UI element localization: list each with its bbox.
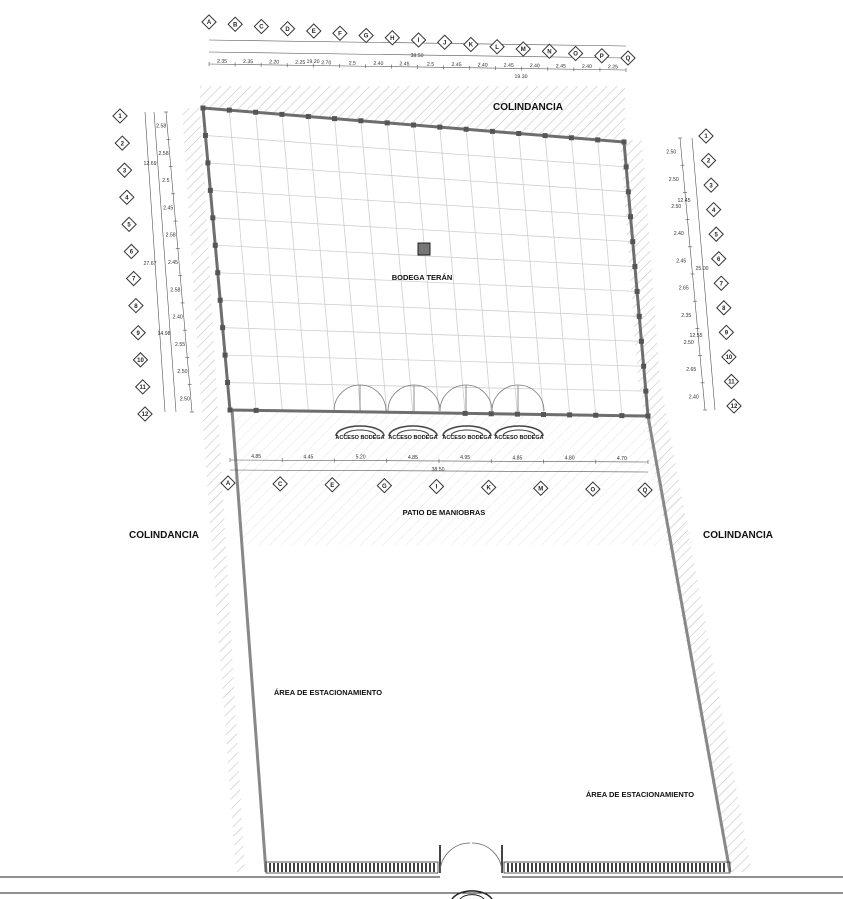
- axis-bubble-label: F: [338, 31, 342, 38]
- door-swing-arc: [360, 385, 386, 411]
- bottom-bay-dimension: 4.95: [460, 455, 471, 462]
- column-marker: [515, 412, 520, 417]
- grid-line-vertical: [335, 119, 361, 412]
- door-swing-arc: [466, 385, 492, 411]
- top-bay-dimension: 2.45: [555, 63, 566, 70]
- axis-bubble-label: 5: [127, 222, 131, 229]
- column-marker: [332, 116, 337, 121]
- top-bay-dimension: 2.5: [348, 60, 357, 67]
- top-half-dimension: 19.20: [306, 58, 320, 66]
- axis-bubble-label: 11: [728, 379, 735, 386]
- right-half-dimension: 12.45: [677, 198, 691, 204]
- axis-bubble-label: C: [277, 482, 283, 489]
- parking-area-label-1: ÁREA DE ESTACIONAMIENTO: [273, 688, 383, 697]
- column-marker: [358, 118, 363, 123]
- top-axis-marker: [621, 51, 635, 65]
- column-marker: [624, 164, 629, 169]
- axis-bubble-label: 12: [730, 404, 738, 411]
- column-marker: [205, 160, 210, 165]
- top-bay-dimension: 2.35: [243, 58, 254, 66]
- column-marker: [567, 412, 572, 417]
- top-axis-marker: [464, 37, 478, 51]
- axis-bubble-label: 10: [725, 355, 733, 362]
- left-half-dimension: 14.98: [157, 331, 171, 337]
- top-half-dimension: 19.30: [514, 73, 528, 81]
- access-label: ACCESO BODEGA: [388, 435, 438, 441]
- central-column-symbol: [418, 243, 430, 255]
- axis-bubble-label: G: [363, 33, 369, 40]
- top-bay-dimension: 2.20: [269, 59, 280, 66]
- column-marker: [637, 314, 642, 319]
- top-axis-marker: [411, 33, 425, 47]
- column-marker: [489, 411, 494, 416]
- column-marker: [630, 239, 635, 244]
- patio-label: PATIO DE MANIOBRAS: [402, 508, 486, 517]
- right-total-dimension: 25.00: [695, 266, 709, 272]
- grid-line-vertical: [466, 129, 491, 414]
- left-axis-marker: [120, 190, 134, 204]
- right-axis-marker: [714, 276, 728, 290]
- right-axis-marker: [717, 301, 731, 315]
- column-marker: [411, 123, 416, 128]
- right-axis-marker: [722, 350, 736, 364]
- top-bay-dimension: 2.45: [399, 61, 410, 68]
- grid-line-vertical: [256, 112, 283, 411]
- grid-line-horizontal: [205, 135, 626, 166]
- perimeter-fence: [266, 862, 730, 873]
- bottom-bay-dimension: 4.85: [512, 455, 523, 462]
- left-half-dimension: 12.69: [143, 161, 157, 167]
- column-marker: [543, 133, 548, 138]
- left-bay-dimension: 2.50: [179, 396, 190, 403]
- axis-bubble-label: 10: [137, 358, 144, 365]
- axis-bubble-label: Q: [625, 56, 631, 63]
- column-marker: [569, 135, 574, 140]
- column-marker: [228, 408, 233, 413]
- left-bay-dimension: 2.45: [163, 205, 174, 212]
- right-axis-marker: [707, 203, 721, 217]
- axis-bubble-label: 2: [120, 141, 124, 148]
- column-marker: [213, 243, 218, 248]
- bottom-axis-marker: [221, 476, 235, 490]
- top-axis-marker: [280, 22, 294, 36]
- axis-bubble-label: E: [330, 482, 335, 489]
- grid-line-horizontal: [220, 300, 639, 316]
- top-axis-marker: [307, 24, 321, 38]
- parking-area-label-2: ÁREA DE ESTACIONAMIENTO: [585, 790, 695, 799]
- left-bay-dimension: 2.58: [156, 123, 167, 130]
- axis-bubble-label: 5: [714, 232, 718, 239]
- axis-bubble-label: 3: [709, 183, 713, 190]
- door-swing-arc: [388, 385, 414, 411]
- top-bay-dimension: 2.35: [216, 58, 228, 65]
- left-bay-dimension: 2.55: [175, 341, 186, 348]
- axis-bubble-label: 3: [122, 168, 127, 175]
- column-marker: [516, 131, 521, 136]
- top-axis-marker: [595, 49, 609, 63]
- column-marker: [626, 189, 631, 194]
- left-axis-marker: [127, 271, 141, 285]
- column-marker: [218, 298, 223, 303]
- left-bay-dimension: 2.5: [162, 178, 170, 185]
- bottom-bay-dimension: 4.45: [303, 454, 314, 461]
- axis-bubble-label: P: [599, 53, 604, 60]
- column-marker: [203, 133, 208, 138]
- top-axis-marker: [333, 26, 347, 40]
- column-marker: [635, 289, 640, 294]
- right-axis-marker: [699, 129, 713, 143]
- axis-bubble-label: 6: [717, 256, 721, 263]
- bottom-bay-dimension: 5.20: [355, 454, 366, 461]
- axis-bubble-label: 6: [129, 249, 134, 256]
- access-label: ACCESO BODEGA: [494, 435, 544, 441]
- left-axis-marker: [115, 136, 129, 150]
- grid-line-vertical: [308, 117, 334, 412]
- grid-line-vertical: [414, 125, 440, 413]
- door-swing-arc: [334, 385, 360, 411]
- axis-bubble-label: 2: [706, 158, 711, 165]
- bottom-bay-dimension: 4.85: [407, 454, 418, 461]
- grid-line-horizontal: [223, 328, 642, 342]
- axis-bubble-label: A: [225, 481, 231, 488]
- grid-line-vertical: [571, 138, 595, 416]
- right-axis-marker: [709, 227, 723, 241]
- column-marker: [490, 129, 495, 134]
- top-axis-marker: [254, 19, 268, 33]
- column-marker: [220, 325, 225, 330]
- top-axis-marker: [359, 28, 373, 42]
- column-marker: [210, 215, 215, 220]
- axis-bubble-label: 4: [125, 195, 129, 202]
- right-bay-dimension: 2.50: [666, 149, 677, 156]
- axis-bubble-label: 12: [141, 412, 149, 419]
- colindancia-left-label: COLINDANCIA: [129, 530, 199, 541]
- column-marker: [253, 110, 258, 115]
- axis-bubble-label: 8: [722, 306, 726, 313]
- right-bay-dimension: 2.65: [686, 367, 697, 374]
- axis-bubble-label: 7: [131, 276, 136, 283]
- right-axis-marker: [724, 374, 738, 388]
- top-bay-dimension: 2.5: [426, 61, 435, 68]
- grid-line-vertical: [598, 140, 622, 416]
- column-marker: [215, 270, 220, 275]
- door-swing-arc: [492, 385, 518, 411]
- axis-bubble-label: E: [311, 29, 316, 36]
- top-axis-marker: [438, 35, 452, 49]
- top-axis-marker: [542, 44, 556, 58]
- axis-bubble-label: G: [382, 483, 387, 490]
- grid-line-vertical: [387, 123, 413, 413]
- left-bay-dimension: 2.58: [158, 150, 169, 157]
- axis-bubble-label: 8: [134, 303, 138, 310]
- left-bay-dimension: 2.58: [170, 287, 181, 294]
- axis-bubble-label: 1: [704, 134, 708, 141]
- axis-bubble-label: K: [486, 485, 491, 492]
- top-bay-dimension: 2.25: [607, 64, 619, 71]
- column-marker: [464, 127, 469, 132]
- column-marker: [279, 112, 284, 117]
- grid-line-horizontal: [210, 190, 630, 216]
- column-marker: [628, 214, 633, 219]
- grid-line-horizontal: [213, 218, 633, 242]
- left-axis-marker: [138, 407, 152, 421]
- column-marker: [254, 408, 259, 413]
- left-axis-marker: [124, 244, 138, 258]
- right-axis-marker: [712, 252, 726, 266]
- top-bay-dimension: 2.45: [451, 61, 462, 69]
- right-bay-dimension: 2.40: [688, 394, 699, 401]
- right-bay-dimension: 2.65: [678, 285, 689, 292]
- right-axis-marker: [719, 325, 733, 339]
- structural-grid: [205, 110, 645, 416]
- top-axis-marker: [202, 15, 216, 29]
- axis-bubble-label: O: [573, 51, 578, 58]
- column-marker: [646, 414, 651, 419]
- axis-bubble-label: 9: [136, 330, 140, 337]
- street-lines: [0, 877, 843, 893]
- right-bay-dimension: 2.50: [683, 340, 694, 346]
- bottom-bay-dimension: 4.85: [251, 454, 262, 461]
- axis-bubble-label: N: [547, 49, 552, 56]
- axis-bubble-label: M: [538, 486, 544, 493]
- grid-line-vertical: [361, 121, 387, 413]
- colindancia-right-label: COLINDANCIA: [703, 530, 773, 541]
- access-label: ACCESO BODEGA: [442, 435, 492, 441]
- column-marker: [463, 411, 468, 416]
- top-bay-dimension: 2.70: [321, 60, 332, 67]
- left-bay-dimension: 2.58: [165, 232, 176, 239]
- column-marker: [622, 140, 627, 145]
- left-bay-dimension: 2.50: [177, 369, 188, 376]
- column-marker: [595, 137, 600, 142]
- door-swing-arc: [414, 385, 440, 411]
- column-marker: [632, 264, 637, 269]
- top-bay-dimension: 2.45: [503, 62, 514, 69]
- axis-bubble-label: D: [285, 26, 290, 33]
- top-axis-marker: [490, 40, 504, 54]
- axis-bubble-label: L: [495, 44, 499, 51]
- bodega-label: BODEGA TERÁN: [391, 273, 453, 282]
- grid-line-horizontal: [208, 163, 628, 192]
- axis-bubble-label: 7: [719, 281, 723, 288]
- top-bay-dimension: 2.40: [477, 62, 488, 69]
- top-bay-dimension: 2.25: [295, 59, 306, 66]
- top-total-dimension: 38.50: [410, 52, 424, 60]
- grid-line-vertical: [229, 110, 256, 410]
- column-marker: [619, 413, 624, 418]
- left-axis-marker: [133, 353, 147, 367]
- left-bay-dimension: 2.40: [172, 314, 183, 321]
- column-marker: [541, 412, 546, 417]
- left-axis-marker: [131, 326, 145, 340]
- column-marker: [593, 413, 598, 418]
- axis-bubble-label: I: [435, 484, 438, 491]
- axis-bubble-label: O: [590, 487, 596, 494]
- right-axis-marker: [701, 153, 715, 167]
- axis-bubble-label: B: [233, 22, 238, 29]
- right-axis-marker: [727, 399, 741, 413]
- top-axis-marker: [228, 17, 242, 31]
- right-bay-dimension: 2.50: [668, 176, 679, 183]
- axis-bubble-label: Q: [642, 488, 648, 495]
- grid-line-vertical: [282, 114, 308, 411]
- axis-bubble-label: J: [443, 40, 447, 47]
- column-marker: [306, 114, 311, 119]
- axis-bubble-label: I: [417, 38, 420, 45]
- left-axis-marker: [129, 299, 143, 313]
- access-label: ACCESO BODEGA: [335, 435, 385, 441]
- right-bay-dimension: 2.35: [681, 312, 692, 319]
- colindancia-top-label: COLINDANCIA: [493, 102, 563, 113]
- right-bay-dimension: 2.40: [673, 231, 684, 238]
- axis-bubble-label: M: [520, 47, 526, 54]
- column-marker: [643, 389, 648, 394]
- column-marker: [385, 120, 390, 125]
- column-marker: [225, 380, 230, 385]
- right-bay-dimension: 2.50: [671, 204, 682, 210]
- axis-bubble-label: 4: [711, 207, 716, 214]
- right-bay-dimension: 2.45: [676, 258, 687, 265]
- door-swing-arc: [440, 385, 466, 411]
- axis-bubble-label: 9: [724, 330, 729, 337]
- left-axis-marker: [113, 109, 127, 123]
- column-marker: [223, 353, 228, 358]
- left-axis-marker: [122, 217, 136, 231]
- left-bay-dimension: 2.45: [167, 260, 179, 266]
- axis-bubble-label: 1: [118, 114, 122, 121]
- grid-line-vertical: [440, 127, 465, 413]
- column-marker: [641, 364, 646, 369]
- column-marker: [639, 339, 644, 344]
- top-axis-marker: [516, 42, 530, 56]
- top-bay-dimension: 2.40: [373, 60, 384, 68]
- column-marker: [208, 188, 213, 193]
- axis-bubble-label: A: [206, 20, 212, 27]
- left-axis-marker: [136, 380, 150, 394]
- axis-bubble-label: K: [468, 42, 474, 49]
- axis-bubble-label: C: [259, 24, 264, 31]
- top-axis-marker: [569, 46, 583, 60]
- access-doors: [334, 385, 544, 411]
- grid-line-vertical: [492, 131, 517, 414]
- column-marker: [201, 106, 206, 111]
- left-total-dimension: 27.67: [143, 261, 157, 267]
- axis-bubble-label: 11: [139, 385, 146, 392]
- entrance-gate: [440, 843, 502, 899]
- top-bay-dimension: 2.40: [581, 63, 593, 71]
- left-axis-marker: [117, 163, 131, 177]
- column-marker: [227, 108, 232, 113]
- right-half-dimension: 12.55: [689, 333, 703, 339]
- right-axis-marker: [704, 178, 718, 192]
- bottom-bay-dimension: 4.80: [564, 455, 575, 462]
- axis-bubble-label: H: [390, 35, 395, 42]
- column-marker: [437, 125, 442, 130]
- grid-line-vertical: [545, 136, 570, 415]
- grid-line-vertical: [519, 134, 544, 415]
- top-bay-dimension: 2.40: [529, 63, 540, 70]
- bottom-total-dimension: 38.50: [431, 467, 445, 473]
- bottom-bay-dimension: 4.70: [616, 455, 627, 462]
